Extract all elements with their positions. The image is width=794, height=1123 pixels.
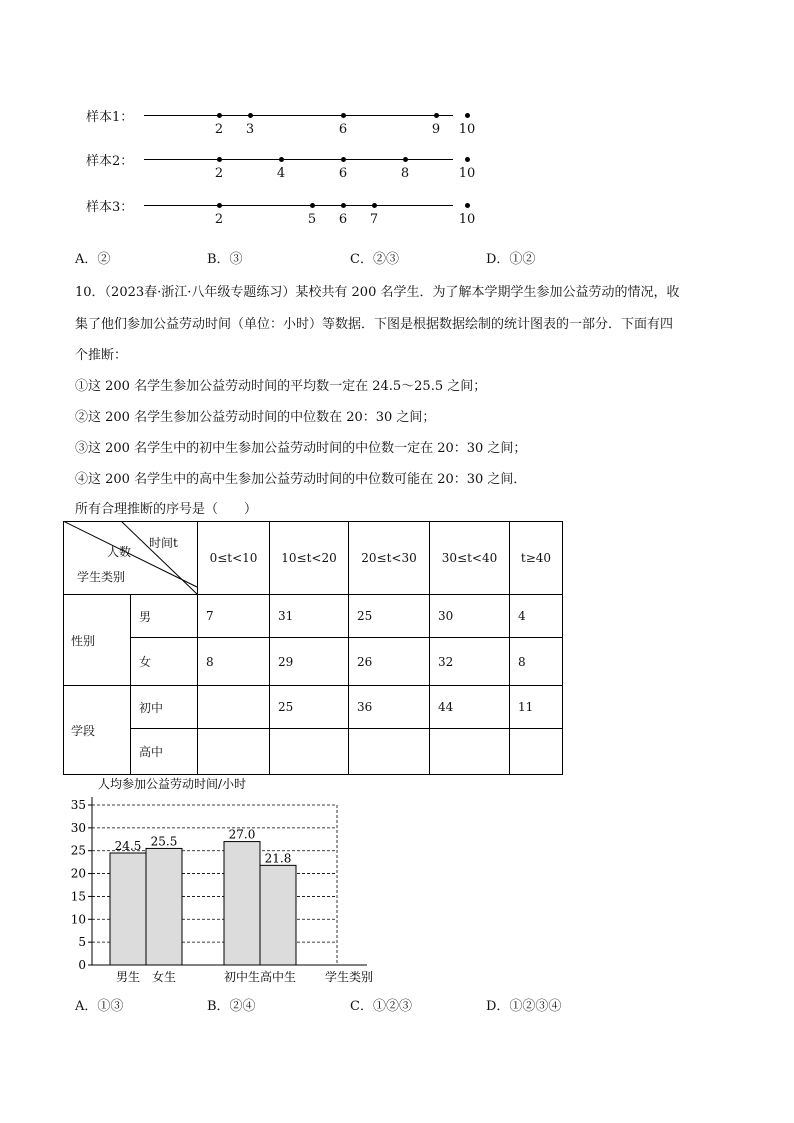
y-tick-label: 0 [78,958,86,972]
dot-plot-point [310,203,315,208]
dot-plot-value: 2 [214,166,224,181]
table-cell: 8 [206,654,214,669]
y-tick-label: 20 [70,866,86,881]
col-header: 30≤t<40 [441,550,498,565]
table-cell [510,729,562,774]
dot-plot-value: 5 [307,212,317,227]
table-cell [349,729,429,774]
dot-plot-point [341,113,346,118]
bar-value-label: 25.5 [150,834,178,849]
labor-time-table [63,521,563,775]
table-cell: 44 [438,700,454,714]
bar-value-label: 21.8 [264,851,292,866]
bar [260,865,296,965]
bar [224,842,260,965]
dot-plot-point [248,113,253,118]
table-cell: 26 [357,654,373,669]
dot-plot-value: 9 [431,122,441,137]
y-tick-label: 25 [70,843,86,858]
q10-statement-1: ①这 200 名学生参加公益劳动时间的平均数一定在 24.5～25.5 之间； [75,379,487,394]
dot-plot-point [372,203,377,208]
x-category-label: 男生 [115,970,141,984]
table-cell: 32 [438,654,454,669]
dot-plot-value: 8 [400,166,410,181]
col-header: 20≤t<30 [361,550,417,565]
table-cell: 31 [278,609,294,623]
table-cell: 36 [357,700,373,714]
q9-option-a[interactable]: A．② [75,252,111,267]
bar-value-label: 24.5 [114,839,142,853]
q10-statement-4: ④这 200 名学生中的高中生参加公益劳动时间的中位数可能在 20：30 之间． [75,472,527,487]
col-header: 0≤t<10 [209,550,258,565]
dot-plot-value: 10 [458,212,476,227]
dot-plot-point [434,113,439,118]
table-cell: 11 [518,700,534,714]
q10-stem-line3: 个推断： [75,348,128,363]
q10-option-d[interactable]: D．①②③④ [486,999,562,1014]
table-cell: 25 [357,609,373,623]
row-label-female: 女 [139,655,152,669]
q10-option-a[interactable]: A．①③ [75,999,124,1014]
table-cell: 29 [278,654,294,669]
group-gender: 性别 [71,633,96,648]
dot-plot-point [279,157,284,162]
table-cell [430,729,509,774]
dot-plot-point [341,157,346,162]
row-label-male: 男 [139,609,152,624]
table-cell: 8 [518,654,526,669]
x-category-label: 高中生 [259,970,297,984]
dot-plot-label: 样本1： [86,110,134,125]
q9-option-b[interactable]: B．③ [207,252,243,267]
table-cell [198,729,269,774]
bar-value-label: 27.0 [228,827,256,842]
dot-plot-point [465,157,470,162]
dot-plot-axis [144,115,453,116]
dot-plot-value: 6 [338,212,348,227]
dot-plot-point [217,203,222,208]
y-tick-label: 5 [78,935,86,950]
dot-plot-point [403,157,408,162]
dot-plot-value: 6 [338,122,348,137]
dot-plot-point [465,113,470,118]
dot-plot-value: 10 [458,122,476,137]
row-label-junior: 初中 [139,700,164,715]
bar-chart [60,775,400,990]
dot-plot-value: 7 [369,212,379,227]
y-tick-label: 10 [70,912,86,927]
q10-question: 所有合理推断的序号是（ ） [75,502,258,517]
table-cell: 7 [206,609,214,623]
table-cell: 30 [438,609,454,623]
bar [110,853,146,965]
dot-plot-value: 10 [458,166,476,181]
q10-statement-3: ③这 200 名学生中的初中生参加公益劳动时间的中位数一定在 20：30 之间； [75,441,527,456]
dot-plot-label: 样本3： [86,200,134,215]
x-axis-title: 学生类别 [325,970,374,984]
y-tick-label: 15 [70,889,86,904]
table-cell [198,686,269,728]
table-cell: 4 [518,609,526,623]
dot-plot-value: 2 [214,212,224,227]
q9-option-d[interactable]: D．①② [486,252,536,267]
x-category-label: 初中生 [223,970,261,984]
table-cell: 25 [278,700,294,714]
group-stage: 学段 [71,723,96,738]
dot-plot-point [465,203,470,208]
y-axis-title: 人均参加公益劳动时间/小时 [98,777,247,791]
dot-plot-value: 4 [276,166,286,181]
q9-option-c[interactable]: C．②③ [350,252,399,267]
q10-statement-2: ②这 200 名学生参加公益劳动时间的中位数在 20：30 之间； [75,410,436,425]
col-header: 10≤t<20 [281,550,337,565]
bar [146,848,182,965]
dot-plot-value: 6 [338,166,348,181]
dot-plot-label: 样本2： [86,154,134,169]
y-tick-label: 30 [70,820,86,835]
dot-plot-value: 3 [245,122,255,137]
q10-option-c[interactable]: C．①②③ [350,999,412,1014]
q10-option-b[interactable]: B．②④ [207,999,256,1014]
table-cell [270,729,348,774]
dot-plot-point [341,203,346,208]
q10-stem-line1: 10．（2023春·浙江·八年级专题练习）某校共有 200 名学生．为了解本学期学生参加公益劳动的情况，收 [75,285,680,300]
dot-plot-value: 2 [214,122,224,137]
x-category-label: 女生 [151,970,177,984]
row-label-senior: 高中 [139,745,164,759]
dot-plot-point [217,113,222,118]
dot-plot-axis [144,205,453,206]
y-tick-label: 35 [70,798,86,812]
col-header: t≥40 [520,550,552,565]
dot-plot-point [217,157,222,162]
q10-stem-line2: 集了他们参加公益劳动时间（单位：小时）等数据．下图是根据数据绘制的统计图表的一部分．下面有四 [75,317,674,332]
corner-time-label: 时间t [149,536,178,550]
corner-people-label: 人数 [107,545,132,559]
corner-category-label: 学生类别 [77,570,126,584]
